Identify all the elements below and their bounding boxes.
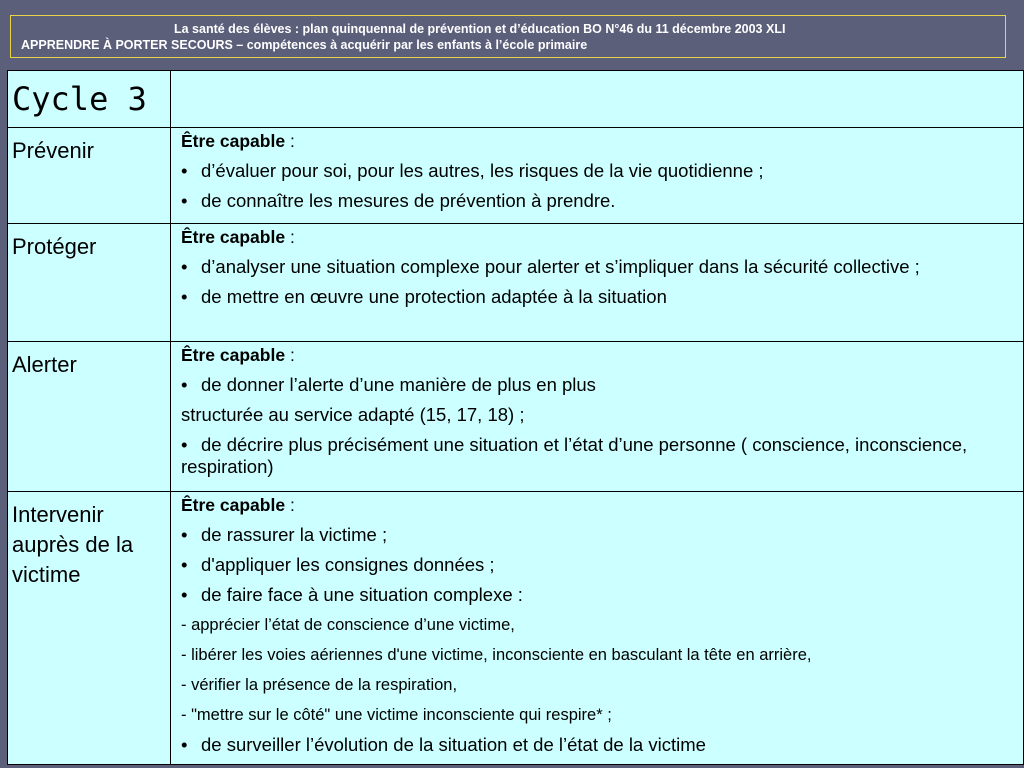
table-row (8, 224, 1024, 342)
table-row (8, 71, 1024, 128)
list-item: • d’évaluer pour soi, pour les autres, les risques de la vie quotidienne ; (181, 160, 764, 181)
sub-item: - vérifier la présence de la respiration, (181, 676, 458, 694)
table-row (8, 492, 1024, 765)
list-item: • d'appliquer les consignes données ; (181, 554, 495, 575)
capable-heading: Être capable : (181, 131, 295, 151)
bullet-icon: • (181, 256, 188, 277)
bullet-icon: • (181, 584, 188, 605)
capable-heading: Être capable : (181, 495, 295, 515)
bullet-icon: • (181, 160, 188, 181)
table-row (8, 342, 1024, 492)
list-item: • de rassurer la victime ; (181, 524, 388, 545)
capable-heading: Être capable : (181, 227, 295, 247)
list-item: • de surveiller l’évolution de la situation et de l’état de la victime (181, 734, 706, 755)
row-label: Protéger (8, 224, 171, 342)
list-item: • de donner l’alerte d’une manière de plus en plus (181, 374, 596, 395)
list-item: • d’analyser une situation complexe pour alerter et s’impliquer dans la sécurité collective ; (181, 256, 920, 277)
bullet-icon: • (181, 190, 188, 211)
cycle-title: Cycle 3 (12, 80, 147, 118)
list-item: • de faire face à une situation complexe : (181, 584, 523, 605)
capable-heading: Être capable : (181, 345, 295, 365)
bullet-icon: • (181, 524, 188, 545)
list-item-continuation: structurée au service adapté (15, 17, 18) ; (181, 404, 525, 425)
bullet-icon: • (181, 286, 188, 307)
row-label: Intervenir auprès de la victime (8, 492, 171, 765)
sub-item: - "mettre sur le côté" une victime inconsciente qui respire* ; (181, 706, 612, 724)
bullet-icon: • (181, 434, 188, 455)
table-row (8, 128, 1024, 224)
competences-table (7, 70, 1024, 765)
slide-header (10, 15, 1006, 58)
bullet-icon: • (181, 554, 188, 575)
list-item: • de décrire plus précisément une situation et l’état d’une personne ( conscience, inconscience, respiration) (181, 434, 968, 477)
row-label: Prévenir (8, 128, 171, 224)
header-line-1: La santé des élèves : plan quinquennal de prévention et d’éducation BO N°46 du 11 décembre 2003 XLI (174, 22, 786, 36)
sub-item: - apprécier l’état de conscience d’une victime, (181, 616, 515, 634)
sub-item: - libérer les voies aériennes d'une victime, inconsciente en basculant la tête en arrière, (181, 646, 812, 664)
header-line-2: APPRENDRE À PORTER SECOURS – compétences à acquérir par les enfants à l’école primaire (21, 38, 588, 52)
list-item: • de connaître les mesures de prévention à prendre. (181, 190, 616, 211)
row-label: Alerter (8, 342, 171, 492)
bullet-icon: • (181, 734, 188, 755)
bullet-icon: • (181, 374, 188, 395)
empty-cell (171, 71, 1024, 128)
list-item: • de mettre en œuvre une protection adaptée à la situation (181, 286, 667, 307)
